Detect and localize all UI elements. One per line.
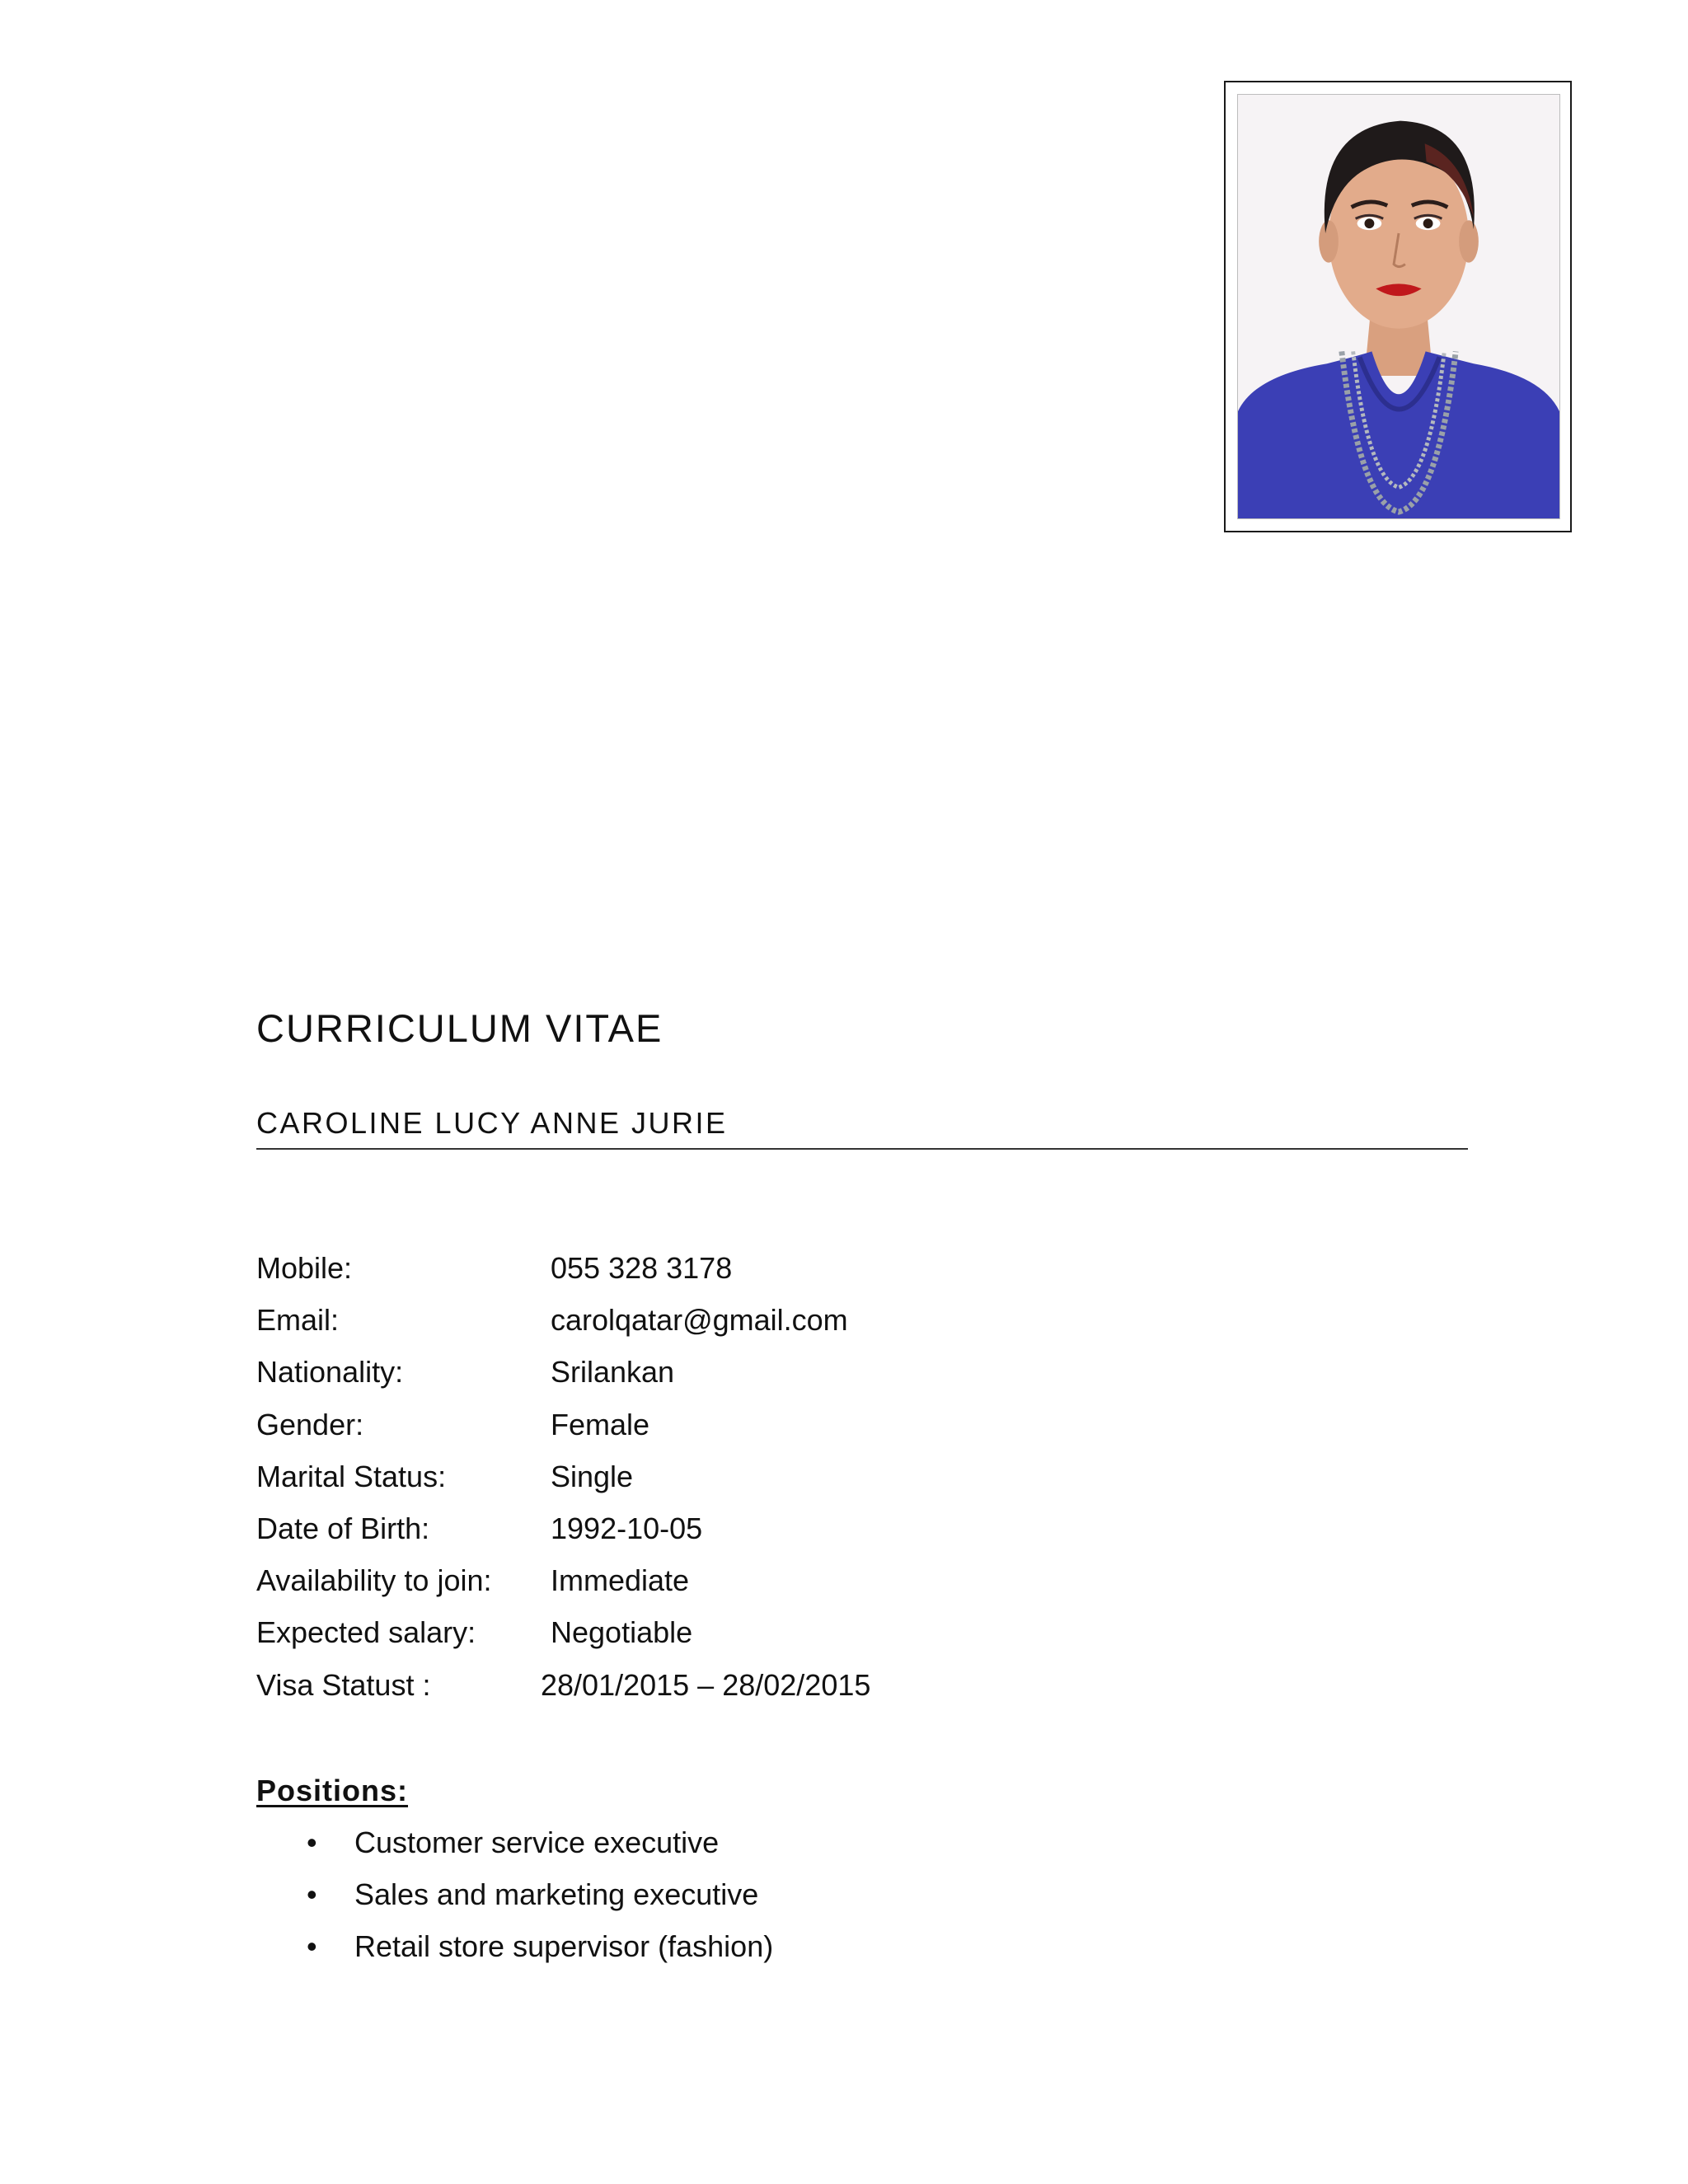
personal-details	[256, 1251, 1410, 1720]
position-text: Sales and marketing executive	[354, 1877, 759, 1912]
candidate-name: CAROLINE LUCY ANNE JURIE	[256, 1106, 728, 1140]
detail-label: Marital Status:	[256, 1459, 447, 1493]
detail-label: Date of Birth:	[256, 1511, 430, 1545]
portrait-photo-frame	[1224, 81, 1572, 532]
detail-row-date-of-birth	[256, 1511, 1410, 1563]
detail-row-marital-status	[256, 1460, 1410, 1511]
position-text: Customer service executive	[354, 1825, 720, 1859]
detail-row-availability	[256, 1563, 1410, 1615]
detail-label: Email:	[256, 1303, 340, 1338]
positions-heading: Positions:	[256, 1774, 409, 1807]
detail-value: Single	[551, 1459, 634, 1493]
detail-row-email	[256, 1303, 1410, 1355]
detail-value: Srilankan	[551, 1355, 675, 1390]
detail-label: Availability to join:	[256, 1563, 492, 1598]
detail-label: Gender:	[256, 1407, 364, 1441]
detail-value: 28/01/2015 – 28/02/2015	[541, 1667, 871, 1702]
detail-value: Immediate	[551, 1563, 690, 1598]
name-divider	[256, 1148, 1468, 1150]
detail-value: Negotiable	[551, 1615, 693, 1650]
document-title: CURRICULUM VITAE	[256, 1006, 663, 1050]
detail-label: Nationality:	[256, 1355, 404, 1390]
detail-row-expected-salary	[256, 1615, 1410, 1667]
detail-row-visa-status	[256, 1668, 1410, 1720]
bullet-icon: •	[307, 1877, 317, 1912]
detail-value: 1992-10-05	[551, 1511, 703, 1545]
position-text: Retail store supervisor (fashion)	[354, 1929, 774, 1964]
portrait-illustration	[1238, 95, 1559, 518]
detail-label: Visa Statust :	[256, 1667, 431, 1702]
detail-value: carolqatar@gmail.com	[551, 1303, 848, 1338]
bullet-icon: •	[307, 1825, 317, 1859]
detail-row-mobile	[256, 1251, 1410, 1303]
detail-row-nationality	[256, 1355, 1410, 1407]
detail-value: Female	[551, 1407, 650, 1441]
bullet-icon: •	[307, 1929, 317, 1964]
detail-row-gender	[256, 1408, 1410, 1460]
detail-label: Expected salary:	[256, 1615, 476, 1650]
detail-value: 055 328 3178	[551, 1251, 733, 1285]
detail-label: Mobile:	[256, 1251, 353, 1285]
portrait-photo	[1237, 94, 1560, 519]
